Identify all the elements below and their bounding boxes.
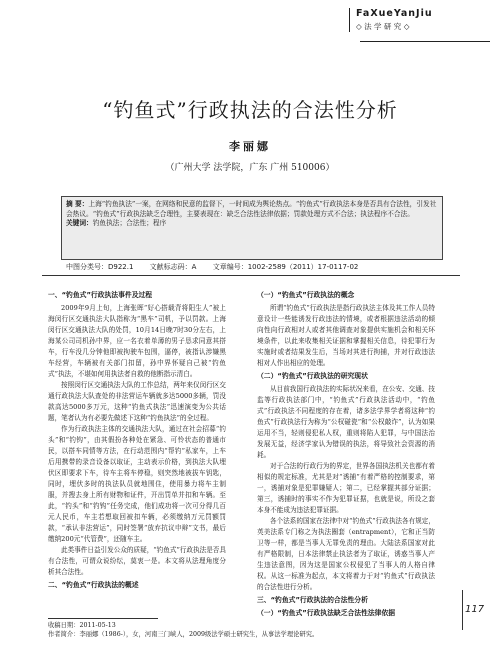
- page-number: 117: [465, 604, 485, 615]
- body-paragraph: 作为行政执法主体的交通执法大队，通过在社会招募“钓头”和“钓钩”，由其假扮各种处在紧急、可怜状态的普通市民，以搭车同情等方法，在行动范围内“帮钓”私家车，上车后用携带的录音设备以取证，主动表示价格，到执法大队埋伏区即要求下车，待车主将车停稳，则突然地被拔车钥匙，同时，埋伏多时的执法队员就地围住，使用暴力将车主制服，并搜去身上所有财物和证件，开出罚单并扣和车辆。至此，“钓头”和“钓钩”任务完成，他们成功将一次可分得几百元人民币，车主若想取回被扣车辆，必须缴纳万元罚额罚款，“承认非法营运”，同时签署“放弃抗议申辩”文书，最后缴纳200元“代管费”，还随车主。: [48, 425, 226, 543]
- author-affiliation: （广州大学 法学院，广东 广州 510006）: [165, 163, 335, 173]
- clc-number: 中图分类号：D922.1: [66, 263, 134, 271]
- body-paragraph: 所谓“钓鱼式”行政执法是指行政执法主体及其工作人员特意设计一些能诱发行政违法的情境，或者根据违法活动的倾向性向行政相对人或者其他调查对象提供实施机会和相关环境条件，以此来收集相关证据和掌握相关信息，待犯罪行为实施时或者结果发生后，当场对其进行拘捕，并对行政违法相对人作出相应的处理。: [257, 304, 435, 367]
- journal-header: [349, 8, 478, 32]
- section-heading: （一）“钓鱼式”行政执法缺乏合法性法律依据: [257, 609, 396, 617]
- journal-section: ◇ 法 学 研 究 ◇: [356, 22, 410, 31]
- article-number: 文章编号：1002-2589（2011）17-0117-02: [212, 263, 359, 271]
- journal-name: FaXueYanJiu: [356, 8, 433, 19]
- page-number-rule: [462, 590, 463, 630]
- article-title: “钓鱼式”行政执法的合法性分析: [102, 98, 398, 122]
- keywords-text: 钓鱼执法；合法性；程序: [92, 219, 167, 228]
- section-heading: （一）“钓鱼式”行政执法的概念: [257, 291, 355, 299]
- body-paragraph: 2009年9月上旬，上海张晖“好心搭载背将阳生人”被上海闵行区交通执法大队指称为“黑车”司机，予以罚款。上海闵行区交通执法大队的处罚，10月14日晚7时30分左右，上海某公司司机孙中界，应一名衣着单薄的男子恳求同意其搭车，行车没几分钟他即被拘驶车包围，逼停，被指认涉嫌黑车经营，车辆被有关部门扣留，孙中界怀疑自己被“钓鱼式”执法，不堪如何用执法者自救的他断指示清白。: [48, 304, 226, 378]
- section-divider: [42, 275, 460, 276]
- section-heading: 二、“钓鱼式”行政执法的概述: [48, 581, 139, 589]
- classification-line: [66, 262, 456, 272]
- footnote-rule: [48, 618, 158, 619]
- abstract-text: 上海“钓鱼执法”一案，在网络和民意的监督下，一时间成为舆论热点。“钓鱼式”行政执法本身是否具有合法性，引发社会热议。“钓鱼式”行政执法缺乏合理性，主要表现在：缺乏合法性法律依据；罚款处理方式不合法；执法程序不合法。: [66, 200, 437, 218]
- keywords: [66, 219, 438, 229]
- body-paragraph: 对于合法的行政行为的界定，世界各国执法机关也都有着相似的规定标准，尤其是对“诱捕”有着严格的控制要求，第一，诱捕对象是犯罪嫌疑人；第二，已经掌握其部分证据；第三，诱捕时的事实不作为犯罪证据，也就是说，所设之套本身不能成为违法犯罪证据。: [257, 462, 435, 514]
- footnote: [48, 621, 318, 639]
- left-column: [48, 288, 226, 593]
- section-heading: 一、“钓鱼式”行政执法事件及过程: [48, 291, 153, 299]
- section-heading: （二）“钓鱼式”行政执法的研究现状: [257, 372, 368, 380]
- header-rule: [360, 41, 490, 42]
- abstract-label: 摘 要：: [66, 200, 89, 208]
- author-bio: 作者简介：李丽娜（1986-），女，河南三门峡人，2009级法学硕士研究生，从事法学理论研究。: [48, 631, 319, 638]
- body-paragraph: 此类事件日益引发公众的质疑，“钓鱼式”行政执法是否具有合法性，可谓众说纷纭，莫衷一是。本文将从法理角度分析其合法性。: [48, 546, 226, 576]
- section-heading: 三、“钓鱼式”行政执法的合法性分析: [257, 596, 368, 604]
- right-column: [257, 288, 435, 621]
- abstract: [66, 200, 438, 219]
- keywords-label: 关键词：: [66, 219, 93, 228]
- document-code: 文献标志码：A: [149, 263, 197, 271]
- author-name: 李丽娜: [229, 140, 271, 153]
- received-date: 收稿日期：2011-05-13: [48, 622, 116, 629]
- body-paragraph: 按照闵行区交通执法大队的工作总结，两年来仅闵行区交通行政执法大队查处的非法营运车辆就多达5000多辆，罚没款高达5000多万元，这种“钓鱼式执法”迅速演变为公共话题，笔者认为有必要先做述下这种“钓鱼执法”的全过程。: [48, 381, 226, 422]
- body-paragraph: 各个法系的国家在法律中对“钓鱼式”行政执法各有规定，英美法系专门称之为执法圈套（entrapment），它和正当防卫等一样，都是当事人无罪免责的理由。大陆法系国家对此有严格限制，日本法律禁止执法者为了取证，诱惑当事人产生违法意图，因为这是国家公权侵犯了当事人的人格自律权。从这一标准为起点，本文将着力于对“钓鱼式”行政执法的合法性进行分析。: [257, 517, 435, 591]
- body-paragraph: 从目前我国行政执法的实际状况来看，在公安、交通、技监等行政执法部门中，“钓鱼式”行政执法活动中，“钓鱼式”行政执法不同程度的存在着，诸多法学界学者将这种“钓鱼式”行政执法行为称为“公权碰瓷”和“公权敲诈”，认为如果运用不当，轻则侵犯私人权，重则将陷人犯罪，与中国法治发展无益，经济学家认为错误的执法，将导致社会资源的消耗。: [257, 385, 435, 459]
- abstract-block: [66, 200, 438, 229]
